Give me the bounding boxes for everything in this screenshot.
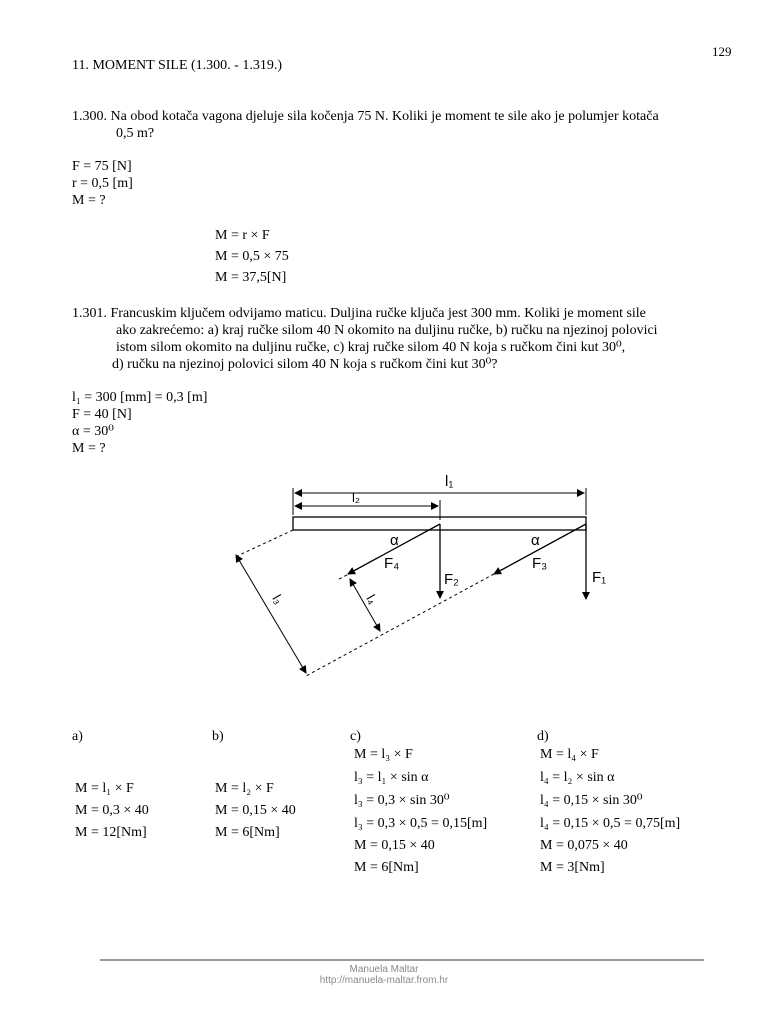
solution-b-line: M = l₂ × F — [215, 781, 274, 796]
solution-b-label: b) — [212, 729, 224, 744]
solution-c-line: l₃ = l₁ × sin α — [354, 770, 429, 785]
problem-1300-line-2: 0,5 m? — [116, 126, 155, 141]
label-f4: F₄ — [384, 555, 400, 572]
solution-d-line: M = 0,075 × 40 — [540, 838, 628, 853]
given-line: M = ? — [72, 441, 106, 456]
extension-l3-top — [233, 530, 293, 558]
given-line: l₁ = 300 [mm] = 0,3 [m] — [72, 390, 208, 405]
solution-a-line: M = 0,3 × 40 — [75, 803, 149, 818]
solution-c-line: M = 6[Nm] — [354, 860, 419, 875]
dimension-l3-line — [236, 555, 306, 673]
line-of-action-f3 — [306, 574, 494, 676]
given-line: F = 75 [N] — [72, 159, 132, 174]
solution-d-line: l₄ = 0,15 × 0,5 = 0,75[m] — [540, 816, 681, 831]
label-f3: F₃ — [532, 555, 548, 572]
page-number: 129 — [712, 44, 732, 59]
section-title: 11. MOMENT SILE (1.300. - 1.319.) — [72, 58, 282, 73]
label-f1: F₁ — [592, 569, 607, 586]
label-alpha-left: α — [390, 532, 399, 549]
label-l3: l₃ — [269, 592, 287, 607]
problem-1301-line-2: ako zakrećemo: a) kraj ručke silom 40 N okomito na duljinu ručke, b) ručku na njezinoj polovici — [116, 323, 658, 338]
label-l2: l₂ — [352, 490, 360, 505]
problem-1300-text — [72, 108, 732, 142]
solution-line: M = 0,5 × 75 — [215, 249, 289, 264]
dimension-l4-line — [350, 579, 380, 631]
solution-a-label: a) — [72, 729, 83, 744]
footer-divider — [100, 959, 704, 961]
solution-d-line: l₄ = 0,15 × sin 30⁰ — [540, 793, 643, 808]
problem-1301-line-4: d) ručku na njezinoj polovici silom 40 N koja s ručkom čini kut 30⁰? — [112, 357, 498, 372]
solution-c-line: M = 0,15 × 40 — [354, 838, 435, 853]
solution-c-line: M = l₃ × F — [354, 747, 413, 762]
wrench-force-diagram — [0, 460, 768, 720]
given-line: M = ? — [72, 193, 106, 208]
label-l4: l₄ — [363, 592, 381, 607]
problem-1301-line-1: 1.301. Francuskim ključem odvijamo maticu. Duljina ručke ključa jest 300 mm. Koliki je moment sile — [72, 306, 646, 321]
label-l1: l₁ — [445, 473, 454, 490]
footer-url[interactable]: http://manuela-maltar.from.hr — [319, 975, 449, 986]
solution-b-line: M = 6[Nm] — [215, 825, 280, 840]
solution-c-label: c) — [350, 729, 361, 744]
label-alpha-right: α — [531, 532, 540, 549]
solution-d-line: M = l₄ × F — [540, 747, 599, 762]
solution-d-line: M = 3[Nm] — [540, 860, 605, 875]
solution-d-label: d) — [537, 729, 549, 744]
problem-1300-line-1: 1.300. Na obod kotača vagona djeluje sila kočenja 75 N. Koliki je moment te sile ako je polumjer kotača — [72, 109, 659, 124]
label-f2: F₂ — [444, 571, 459, 588]
given-line: α = 30⁰ — [72, 424, 114, 439]
given-line: F = 40 [N] — [72, 407, 132, 422]
footer-author: Manuela Maltar — [349, 964, 419, 975]
line-of-action-f4 — [337, 575, 347, 580]
solution-a-line: M = l₁ × F — [75, 781, 134, 796]
solution-b-line: M = 0,15 × 40 — [215, 803, 296, 818]
solution-line: M = r × F — [215, 228, 270, 243]
problem-1301-line-3: istom silom okomito na duljinu ručke, c) kraj ručke silom 40 N koja s ručkom čini kut 30⁰, — [116, 340, 626, 355]
given-line: r = 0,5 [m] — [72, 176, 133, 191]
solution-a-line: M = 12[Nm] — [75, 825, 147, 840]
solution-c-line: l₃ = 0,3 × sin 30⁰ — [354, 793, 450, 808]
problem-1301-text — [72, 305, 732, 373]
solution-line: M = 37,5[N] — [215, 270, 287, 285]
solution-c-line: l₃ = 0,3 × 0,5 = 0,15[m] — [354, 816, 488, 831]
solution-d-line: l₄ = l₂ × sin α — [540, 770, 615, 785]
